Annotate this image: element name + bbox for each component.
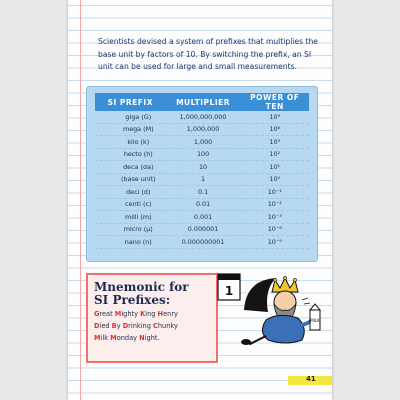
table-row	[95, 136, 309, 149]
table-row	[95, 161, 309, 174]
multiplier-cell: 1,000	[166, 136, 241, 149]
multiplier-cell: 100	[166, 148, 241, 161]
table-row	[95, 186, 309, 199]
mnemonic-line	[94, 308, 210, 320]
mnemonic-word-rest: ilk	[100, 334, 111, 342]
multiplier-cell: 0.000000001	[166, 236, 241, 249]
mnemonic-line	[94, 332, 210, 344]
mnemonic-initial: D	[122, 322, 129, 330]
prefix-cell: deca (da)	[95, 161, 166, 174]
mnemonic-initial: M	[114, 310, 122, 318]
prefix-cell: micro (μ)	[95, 223, 166, 236]
mnemonic-title-line-2: SI Prefixes:	[94, 292, 171, 307]
mnemonic-lines	[94, 308, 210, 344]
header-si-prefix: SI PREFIX	[95, 93, 166, 111]
prefix-cell: giga (G)	[95, 111, 166, 123]
margin-line	[80, 0, 81, 400]
mnemonic-word-rest: ied	[99, 322, 112, 330]
multiplier-cell: 0.000001	[166, 223, 241, 236]
multiplier-cell: 0.001	[166, 211, 241, 224]
power-of-ten-cell: 10⁻¹	[241, 186, 310, 199]
header-power-of-ten: POWER OF TEN	[241, 93, 310, 111]
mnemonic-initial: N	[139, 334, 145, 342]
calendar-icon	[218, 274, 240, 300]
mnemonic-box	[86, 273, 218, 363]
power-of-ten-cell: 10⁻²	[241, 198, 310, 211]
prefix-cell: nano (n)	[95, 236, 166, 249]
mnemonic-word-rest: reat	[99, 310, 115, 318]
mnemonic-initial: H	[157, 310, 164, 318]
prefix-cell: (base unit)	[95, 173, 166, 186]
mnemonic-word-rest: enry	[163, 310, 178, 318]
table-row	[95, 148, 309, 161]
mnemonic-word-rest: y	[116, 322, 123, 330]
prefix-cell: milli (m)	[95, 211, 166, 224]
table-row	[95, 223, 309, 236]
power-of-ten-cell: 10¹	[241, 161, 310, 174]
mnemonic-initial: G	[94, 310, 100, 318]
milk-carton-icon	[310, 304, 320, 330]
mnemonic-initial: C	[153, 322, 158, 330]
multiplier-cell: 1	[166, 173, 241, 186]
table-row	[95, 211, 309, 224]
crown-icon	[272, 276, 298, 292]
mnemonic-word-rest: ighty	[121, 310, 141, 318]
table-row	[95, 111, 309, 123]
prefix-cell: hecto (h)	[95, 148, 166, 161]
king-robe	[262, 315, 304, 343]
mnemonic-title-line-1: Mnemonic for	[94, 280, 189, 294]
mnemonic-initial: M	[94, 334, 101, 342]
king-shoe	[241, 339, 251, 345]
power-of-ten-cell: 10⁻⁹	[241, 236, 310, 249]
mnemonic-word-rest: onday	[116, 334, 140, 342]
mnemonic-line	[94, 320, 210, 332]
prefix-cell: kilo (k)	[95, 136, 166, 149]
si-prefix-table	[95, 93, 309, 249]
mnemonic-initial: K	[140, 310, 146, 318]
mnemonic-word-rest: hunky	[157, 322, 178, 330]
power-of-ten-cell: 10⁰	[241, 173, 310, 186]
power-of-ten-cell: 10²	[241, 148, 310, 161]
table-row	[95, 123, 309, 136]
power-of-ten-cell: 10⁻⁶	[241, 223, 310, 236]
power-of-ten-cell: 10³	[241, 136, 310, 149]
header-multiplier: MULTIPLIER	[166, 93, 241, 111]
mnemonic-word-rest: rinking	[128, 322, 154, 330]
mnemonic-initial: D	[94, 322, 100, 330]
table-row	[95, 173, 309, 186]
prefix-cell: deci (d)	[95, 186, 166, 199]
notebook-page	[68, 0, 332, 400]
prefix-cell: mega (M)	[95, 123, 166, 136]
night-shape	[244, 278, 276, 312]
multiplier-cell: 0.1	[166, 186, 241, 199]
mnemonic-initial: M	[110, 334, 117, 342]
table-row	[95, 198, 309, 211]
power-of-ten-cell: 10⁻³	[241, 211, 310, 224]
table-body	[95, 111, 309, 248]
si-prefix-table-panel	[86, 86, 318, 262]
prefix-cell: centi (c)	[95, 198, 166, 211]
table-row	[95, 236, 309, 249]
mnemonic-word-rest: ing	[145, 310, 158, 318]
multiplier-cell: 1,000,000,000	[166, 111, 241, 123]
king-drinking-milk-illustration	[216, 270, 326, 354]
multiplier-cell: 10	[166, 161, 241, 174]
mnemonic-word-rest: ight.	[144, 334, 160, 342]
milk-label: MILK	[310, 318, 320, 323]
mnemonic-initial: B	[111, 322, 117, 330]
motion-lines	[302, 298, 310, 304]
page-number: 41	[306, 375, 316, 383]
table-header-row	[95, 93, 309, 111]
power-of-ten-cell: 10⁶	[241, 123, 310, 136]
calendar-day: 1	[224, 284, 234, 298]
intro-paragraph: Scientists devised a system of prefixes that multiplies the base unit by factors of 10. By switching the prefix, an SI unit can be used for large and small measurements.	[98, 37, 318, 71]
multiplier-cell: 0.01	[166, 198, 241, 211]
multiplier-cell: 1,000,000	[166, 123, 241, 136]
power-of-ten-cell: 10⁹	[241, 111, 310, 123]
